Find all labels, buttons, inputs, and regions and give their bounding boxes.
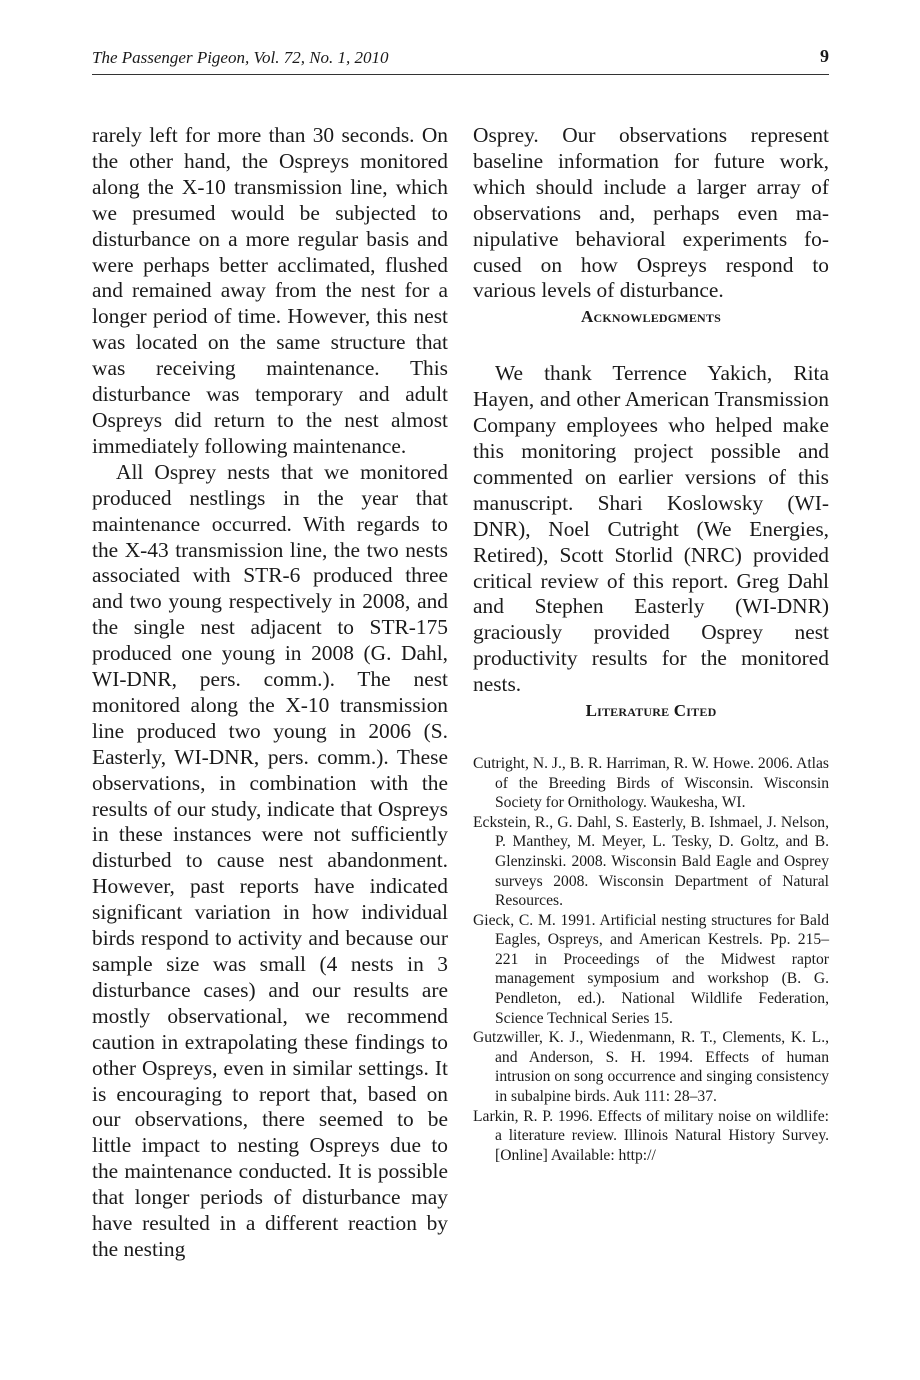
reference-list: [473, 754, 829, 1165]
running-header: [92, 46, 829, 75]
body-paragraph-continued: Osprey. Our observations represent baseline information for future work, which should include a larger array of observations and, perhaps even manipulative behavioral experiments focused on how Ospreys respond to various levels of disturbance.: [473, 123, 829, 303]
reference-entry: Eckstein, R., G. Dahl, S. Easterly, B. Ishmael, J. Nelson, P. Manthey, M. Meyer, L. Tesky, D. Goltz, and B. Glenzinski. 2008. Wisconsin Bald Eagle and Osprey surveys 2008. Wisconsin Department of Natural Resources.: [473, 813, 829, 910]
reference-entry: Gieck, C. M. 1991. Artificial nesting structures for Bald Eagles, Ospreys, and American Kestrels. Pp. 215–221 in Proceedings of the Midwest raptor management symposium and workshop (B. G. Pendleton, ed.). National Wildlife Federation, Science Technical Series 15.: [473, 911, 829, 1027]
reference-entry: Cutright, N. J., B. R. Harriman, R. W. Howe. 2006. Atlas of the Breeding Birds of Wisconsin. Wisconsin Society for Ornithology. Waukesha, WI.: [473, 754, 829, 812]
left-column: [92, 123, 448, 1263]
acknowledgments-text: We thank Terrence Yakich, Rita Hayen, and other American Transmission Company employees who helped make this monitoring project possible and commented on earlier versions of this manuscript. Shari Koslowsky (WI-DNR), Noel Cutright (We Energies, Retired), Scott Storlid (NRC) provided critical review of this report. Greg Dahl and Stephen Easterly (WI-DNR) graciously provided Osprey nest productivity results for the monitored nests.: [473, 361, 829, 697]
reference-entry: Larkin, R. P. 1996. Effects of military noise on wildlife: a literature review. Illinois Natural History Survey. [Online] Available: http://: [473, 1107, 829, 1164]
literature-cited-heading: Literature Cited: [585, 701, 717, 721]
body-paragraph: All Osprey nests that we monitored produced nestlings in the year that maintenance occurred. With regards to the X-43 transmission line, the two nests associated with STR-6 produced three and two young respectively in 2008, and the single nest adjacent to STR-175 produced one young in 2008 (G. Dahl, WI-DNR, pers. comm.). The nest monitored along the X-10 transmission line produced two young in 2006 (S. Easterly, WI-DNR, pers. comm.). These observations, in combination with the results of our study, indicate that Ospreys in these instances were not sufficiently disturbed to cause nest abandonment. However, past reports have indicated significant variation in how individual birds respond to activity and because our sample size was small (4 nests in 3 disturbance cases) and our results are mostly observational, we recommend caution in extrapolating these findings to other Ospreys, even in similar settings. It is encouraging to report that, based on our observations, there seemed to be little impact to nesting Ospreys due to the maintenance conducted. It is possible that longer periods of disturbance may have resulted in a different reaction by the nesting: [92, 459, 448, 1261]
body-paragraph-continued: rarely left for more than 30 seconds. On the other hand, the Ospreys monitored along the X-10 transmission line, which we presumed would be subjected to disturbance on a more regular basis and were perhaps better acclimated, flushed and remained away from the nest for a longer period of time. However, this nest was located on the same structure that was receiving maintenance. This disturbance was temporary and adult Ospreys did return to the nest almost immediately following maintenance.: [92, 123, 448, 458]
journal-citation: The Passenger Pigeon, Vol. 72, No. 1, 2010: [92, 48, 389, 67]
acknowledgments-heading: Acknowledgments: [581, 307, 721, 327]
right-column: [473, 123, 829, 1165]
page-number: 9: [820, 46, 829, 66]
reference-entry: Gutzwiller, K. J., Wiedenmann, R. T., Clements, K. L., and Anderson, S. H. 1994. Effects of human intrusion on song occurrence and singing consistency in subalpine birds. Auk 111: 28–37.: [473, 1029, 829, 1106]
